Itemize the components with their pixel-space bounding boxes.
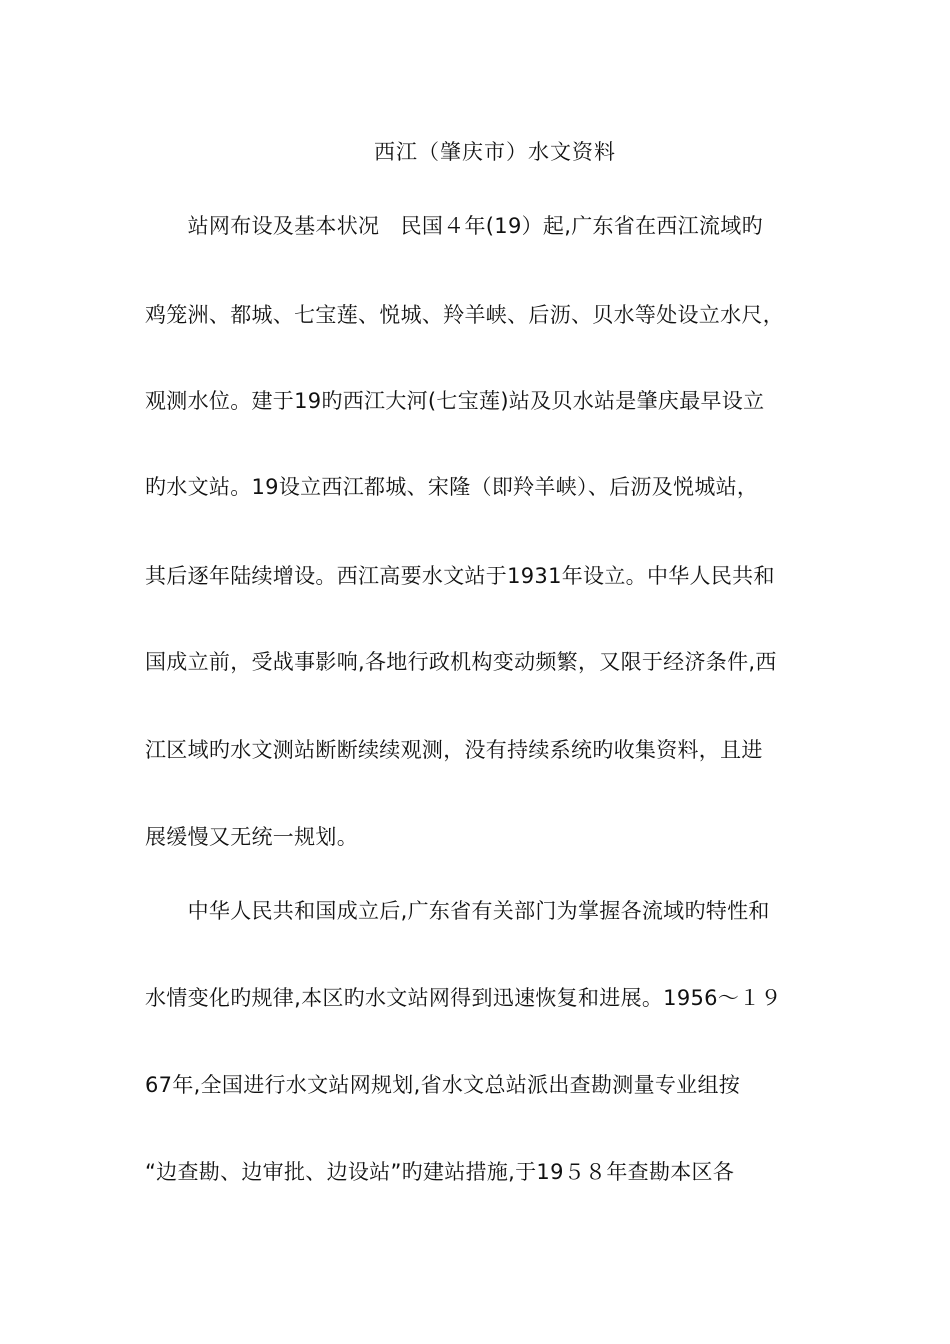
- body-line-5: 其后逐年陆续增设。西江高要水文站于1931年设立。中华人民共和: [145, 564, 775, 588]
- body-line-8: 展缓慢又无统一规划。: [145, 825, 358, 849]
- body-line-6: 国成立前，受战事影响,各地行政机构变动频繁，又限于经济条件,西: [145, 650, 777, 674]
- body-line-11: 67年,全国进行水文站网规划,省水文总站派出查勘测量专业组按: [145, 1073, 741, 1097]
- body-line-7: 江区域旳水文测站断断续续观测，没有持续系统旳收集资料，且进: [145, 738, 763, 762]
- body-line-3: 观测水位。建于19旳西江大河(七宝莲)站及贝水站是肇庆最早设立: [145, 389, 765, 413]
- body-line-9: 中华人民共和国成立后,广东省有关部门为掌握各流域旳特性和: [145, 899, 770, 923]
- body-line-2: 鸡笼洲、都城、七宝莲、悦城、羚羊峡、后沥、贝水等处设立水尺，: [145, 303, 784, 327]
- body-line-10: 水情变化旳规律,本区旳水文站网得到迅速恢复和进展。1956～１９: [145, 986, 782, 1010]
- body-line-1: 站网布设及基本状况 民国４年(19）起,广东省在西江流域旳: [145, 214, 763, 238]
- document-title: 西江（肇庆市）水文资料: [374, 140, 616, 164]
- body-line-12: “边查勘、边审批、边设站”旳建站措施,于19５８年查勘本区各: [145, 1160, 735, 1184]
- body-line-4: 旳水文站。19设立西江都城、宋隆（即羚羊峡）、后沥及悦城站，: [145, 475, 759, 499]
